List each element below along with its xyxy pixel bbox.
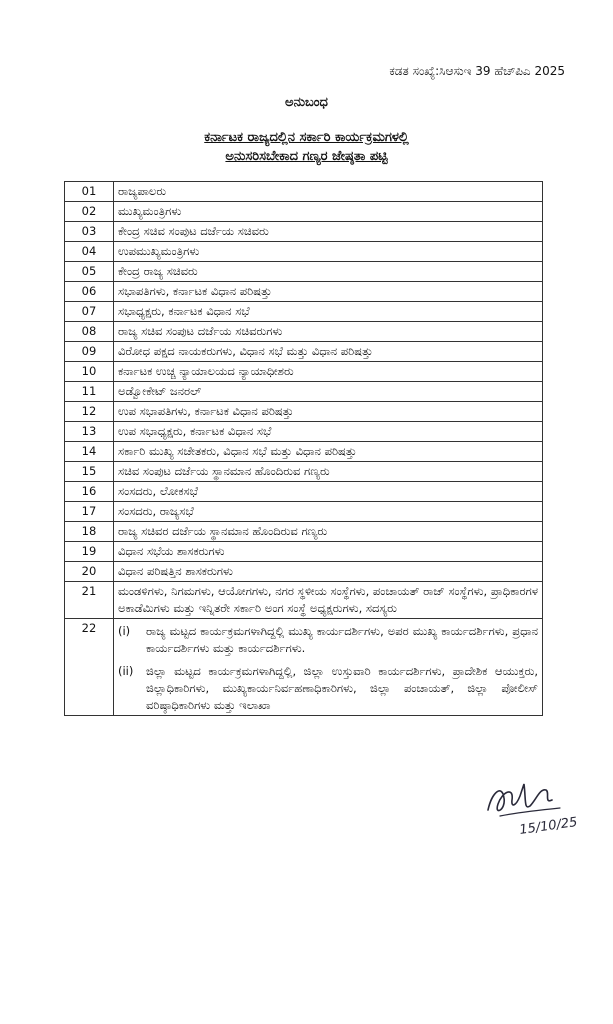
sub-item xyxy=(118,663,538,714)
table-row xyxy=(65,422,543,442)
row-dignitary: ಮಂಡಳಿಗಳು, ನಿಗಮಗಳು, ಆಯೋಗಗಳು, ನಗರ ಸ್ಥಳೀಯ ಸಂಸ್ಥೆಗಳು, ಪಂಚಾಯತ್ ರಾಜ್ ಸಂಸ್ಥೆಗಳು, ಪ್ರಾಧಿಕಾರಗಳ ಅಕಾಡೆಮಿಗಳು ಮತ್ತು ಇನ್ನಿತರೇ ಸರ್ಕಾರಿ ಅಂಗ ಸಂಸ್ಥೆ ಅಧ್ಯಕ್ಷರುಗಳು, ಸದಸ್ಯರು xyxy=(114,582,543,619)
table-row xyxy=(65,182,543,202)
table-row xyxy=(65,222,543,242)
table-row xyxy=(65,582,543,619)
row-number: 06 xyxy=(65,282,114,302)
row-dignitary: ವಿರೋಧ ಪಕ್ಷದ ನಾಯಕರುಗಳು, ವಿಧಾನ ಸಭೆ ಮತ್ತು ವಿಧಾನ ಪರಿಷತ್ತು xyxy=(114,342,543,362)
row-dignitary: ಸಂಸದರು, ರಾಜ್ಯಸಭೆ xyxy=(114,502,543,522)
row-number: 20 xyxy=(65,562,114,582)
table-row xyxy=(65,502,543,522)
table-row xyxy=(65,542,543,562)
heading-line-1: ಕರ್ನಾಟಕ ರಾಜ್ಯದಲ್ಲಿನ ಸರ್ಕಾರಿ ಕಾರ್ಯಕ್ರಮಗಳಲ್ಲಿ xyxy=(204,130,409,145)
row-number: 04 xyxy=(65,242,114,262)
table-row xyxy=(65,342,543,362)
table-row xyxy=(65,262,543,282)
table-row xyxy=(65,522,543,542)
row-number: 19 xyxy=(65,542,114,562)
row-dignitary: ರಾಜ್ಯಪಾಲರು xyxy=(114,182,543,202)
row-dignitary: ವಿಧಾನ ಸಭೆಯ ಶಾಸಕರುಗಳು xyxy=(114,542,543,562)
sub-item-label: (i) xyxy=(118,624,131,638)
row-number: 21 xyxy=(65,582,114,619)
table-row xyxy=(65,442,543,462)
sub-item-label: (ii) xyxy=(118,664,134,678)
row-dignitary: ಸರ್ಕಾರಿ ಮುಖ್ಯ ಸಚೇತಕರು, ವಿಧಾನ ಸಭೆ ಮತ್ತು ವಿಧಾನ ಪರಿಷತ್ತು xyxy=(114,442,543,462)
table-row xyxy=(65,382,543,402)
row-number: 13 xyxy=(65,422,114,442)
table-row xyxy=(65,302,543,322)
row-number: 18 xyxy=(65,522,114,542)
row-number: 09 xyxy=(65,342,114,362)
table-row xyxy=(65,282,543,302)
table-row xyxy=(65,462,543,482)
row-dignitary: ಅಡ್ವೋಕೇಟ್ ಜನರಲ್ xyxy=(114,382,543,402)
signature-date: 15/10/25 xyxy=(518,814,579,838)
row-number: 14 xyxy=(65,442,114,462)
row-dignitary-subitems xyxy=(114,619,543,716)
file-reference-number: ಕಡತ ಸಂಖ್ಯೆ:ಸಿಆಸುಇ 39 ಹೆಚ್‌ಪಿಎ 2025 xyxy=(389,64,565,78)
table-row xyxy=(65,242,543,262)
row-dignitary: ಮುಖ್ಯಮಂತ್ರಿಗಳು xyxy=(114,202,543,222)
row-number: 12 xyxy=(65,402,114,422)
row-number: 05 xyxy=(65,262,114,282)
row-number: 17 xyxy=(65,502,114,522)
table-row xyxy=(65,562,543,582)
signature-flourish xyxy=(500,808,560,816)
row-dignitary: ಉಪ ಸಭಾಧ್ಯಕ್ಷರು, ಕರ್ನಾಟಕ ವಿಧಾನ ಸಭೆ xyxy=(114,422,543,442)
sub-item xyxy=(118,623,538,657)
annexure-label: ಅನುಬಂಧ xyxy=(285,95,328,110)
table-row xyxy=(65,362,543,382)
row-number: 03 xyxy=(65,222,114,242)
row-number: 11 xyxy=(65,382,114,402)
row-dignitary: ಸಭಾಧ್ಯಕ್ಷರು, ಕರ್ನಾಟಕ ವಿಧಾನ ಸಭೆ xyxy=(114,302,543,322)
row-dignitary: ರಾಜ್ಯ ಸಚಿವ ಸಂಪುಟ ದರ್ಜೆಯ ಸಚಿವರುಗಳು xyxy=(114,322,543,342)
table-row xyxy=(65,202,543,222)
handwritten-signature xyxy=(480,770,595,840)
row-number: 07 xyxy=(65,302,114,322)
row-dignitary: ರಾಜ್ಯ ಸಚಿವರ ದರ್ಜೆಯ ಸ್ಥಾನಮಾನ ಹೊಂದಿರುವ ಗಣ್ಯರು xyxy=(114,522,543,542)
table-row xyxy=(65,619,543,716)
row-number: 08 xyxy=(65,322,114,342)
sub-item-text: ರಾಜ್ಯ ಮಟ್ಟದ ಕಾರ್ಯಕ್ರಮಗಳಾಗಿದ್ದಲ್ಲಿ ಮುಖ್ಯ ಕಾರ್ಯದರ್ಶಿಗಳು, ಅಪರ ಮುಖ್ಯ ಕಾರ್ಯದರ್ಶಿಗಳು, ಪ್ರಧಾನ ಕಾರ್ಯದರ್ಶಿಗಳು ಮತ್ತು ಕಾರ್ಯದರ್ಶಿಗಳು. xyxy=(146,624,538,655)
row-number: 16 xyxy=(65,482,114,502)
row-number: 10 xyxy=(65,362,114,382)
row-number: 22 xyxy=(65,619,114,716)
signature-stroke xyxy=(488,784,552,811)
table-row xyxy=(65,322,543,342)
table-row xyxy=(65,402,543,422)
row-number: 02 xyxy=(65,202,114,222)
row-dignitary: ಸಭಾಪತಿಗಳು, ಕರ್ನಾಟಕ ವಿಧಾನ ಪರಿಷತ್ತು xyxy=(114,282,543,302)
row-dignitary: ಉಪಮುಖ್ಯಮಂತ್ರಿಗಳು xyxy=(114,242,543,262)
row-dignitary: ಸಂಸದರು, ಲೋಕಸಭೆ xyxy=(114,482,543,502)
row-dignitary: ಕರ್ನಾಟಕ ಉಚ್ಚ ನ್ಯಾಯಾಲಯದ ನ್ಯಾಯಾಧೀಶರು xyxy=(114,362,543,382)
row-dignitary: ಕೇಂದ್ರ ರಾಜ್ಯ ಸಚಿವರು xyxy=(114,262,543,282)
row-dignitary: ಉಪ ಸಭಾಪತಿಗಳು, ಕರ್ನಾಟಕ ವಿಧಾನ ಪರಿಷತ್ತು xyxy=(114,402,543,422)
table-row xyxy=(65,482,543,502)
precedence-table xyxy=(64,181,543,716)
row-dignitary: ಸಚಿವ ಸಂಪುಟ ದರ್ಜೆಯ ಸ್ಥಾನಮಾನ ಹೊಂದಿರುವ ಗಣ್ಯರು xyxy=(114,462,543,482)
row-dignitary: ಕೇಂದ್ರ ಸಚಿವ ಸಂಪುಟ ದರ್ಜೆಯ ಸಚಿವರು xyxy=(114,222,543,242)
row-number: 01 xyxy=(65,182,114,202)
row-number: 15 xyxy=(65,462,114,482)
row-dignitary: ವಿಧಾನ ಪರಿಷತ್ತಿನ ಶಾಸಕರುಗಳು xyxy=(114,562,543,582)
document-heading xyxy=(0,128,613,166)
heading-line-2: ಅನುಸರಿಸಬೇಕಾದ ಗಣ್ಯರ ಜೇಷ್ಠತಾ ಪಟ್ಟಿ xyxy=(225,149,388,164)
sub-item-text: ಜಿಲ್ಲಾ ಮಟ್ಟದ ಕಾರ್ಯಕ್ರಮಗಳಾಗಿದ್ದಲ್ಲಿ, ಜಿಲ್ಲಾ ಉಸ್ತುವಾರಿ ಕಾರ್ಯದರ್ಶಿಗಳು, ಪ್ರಾದೇಶಿಕ ಆಯುಕ್ತರು, ಜಿಲ್ಲಾಧಿಕಾರಿಗಳು, ಮುಖ್ಯಕಾರ್ಯನಿರ್ವಹಣಾಧಿಕಾರಿಗಳು, ಜಿಲ್ಲಾ ಪಂಚಾಯತ್, ಜಿಲ್ಲಾ ಪೋಲೀಸ್ ವರಿಷ್ಠಾಧಿಕಾರಿಗಳು ಮತ್ತು ಇಲಾಖಾ xyxy=(146,664,538,712)
